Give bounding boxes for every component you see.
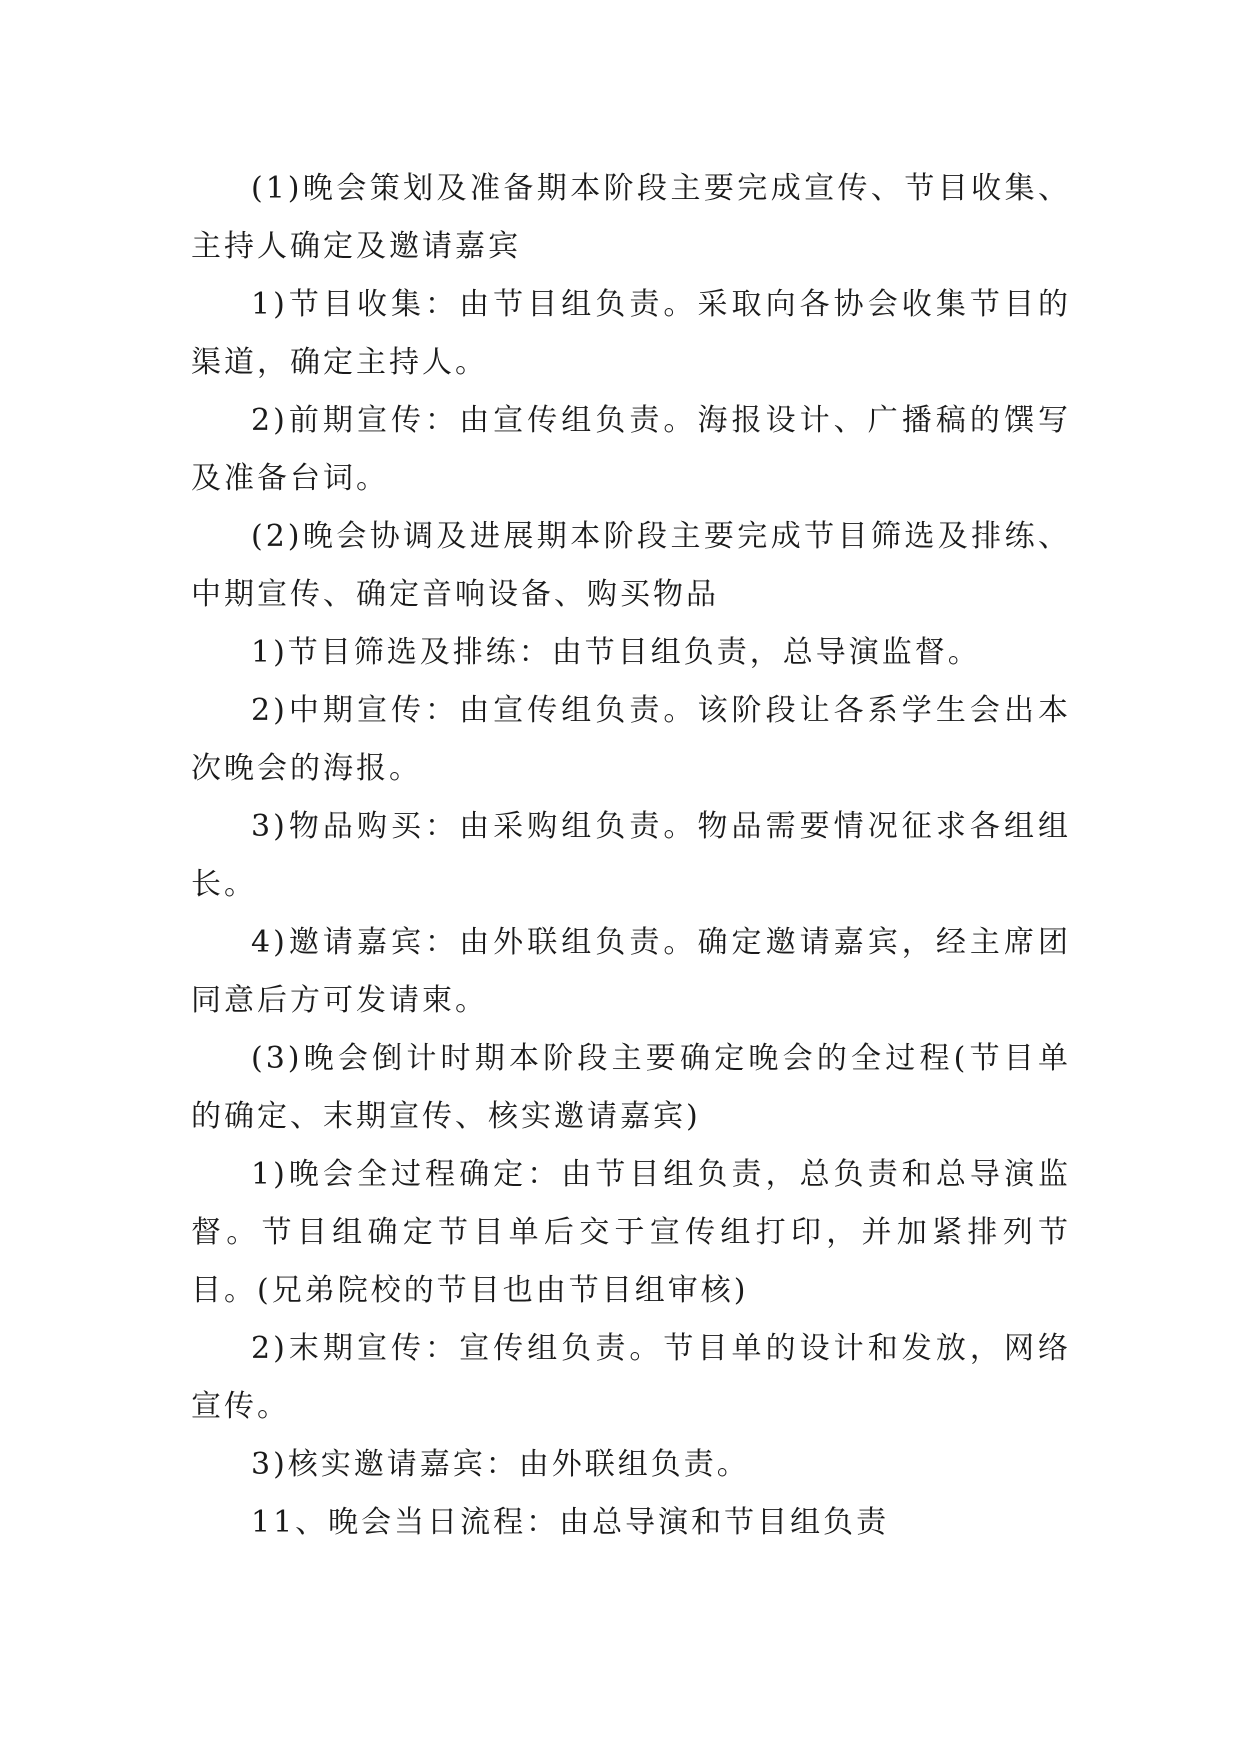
section-heading-event-day: 11、晚会当日流程：由总导演和节目组负责	[251, 1505, 890, 1540]
list-item-full-process: 1)晚会全过程确定：由节目组负责，总负责和总导演监督。节目组确定节目单后交于宣传组打印，并加紧排列节目。(兄弟院校的节目也由节目组审核)	[191, 1157, 1071, 1308]
section-heading-planning: (1)晚会策划及准备期本阶段主要完成宣传、节目收集、主持人确定及邀请嘉宾	[191, 171, 1071, 264]
list-item-program-screening: 1)节目筛选及排练：由节目组负责，总导演监督。	[251, 635, 981, 670]
list-item-final-promotion: 2)末期宣传：宣传组负责。节目单的设计和发放，网络宣传。	[191, 1331, 1071, 1424]
list-item-invite-guests: 4)邀请嘉宾：由外联组负责。确定邀请嘉宾，经主席团同意后方可发请柬。	[191, 925, 1071, 1018]
list-item-mid-promotion: 2)中期宣传：由宣传组负责。该阶段让各系学生会出本次晚会的海报。	[191, 693, 1071, 786]
section-heading-countdown: (3)晚会倒计时期本阶段主要确定晚会的全过程(节目单的确定、末期宣传、核实邀请嘉宾)	[191, 1041, 1071, 1134]
section-heading-coordination: (2)晚会协调及进展期本阶段主要完成节目筛选及排练、中期宣传、确定音响设备、购买物品	[191, 519, 1071, 612]
document-body	[191, 160, 1071, 1552]
list-item-program-collection: 1)节目收集：由节目组负责。采取向各协会收集节目的渠道，确定主持人。	[191, 287, 1071, 380]
list-item-early-promotion: 2)前期宣传：由宣传组负责。海报设计、广播稿的馔写及准备台词。	[191, 403, 1071, 496]
list-item-verify-guests: 3)核实邀请嘉宾：由外联组负责。	[251, 1447, 750, 1482]
list-item-purchasing: 3)物品购买：由采购组负责。物品需要情况征求各组组长。	[191, 809, 1071, 902]
